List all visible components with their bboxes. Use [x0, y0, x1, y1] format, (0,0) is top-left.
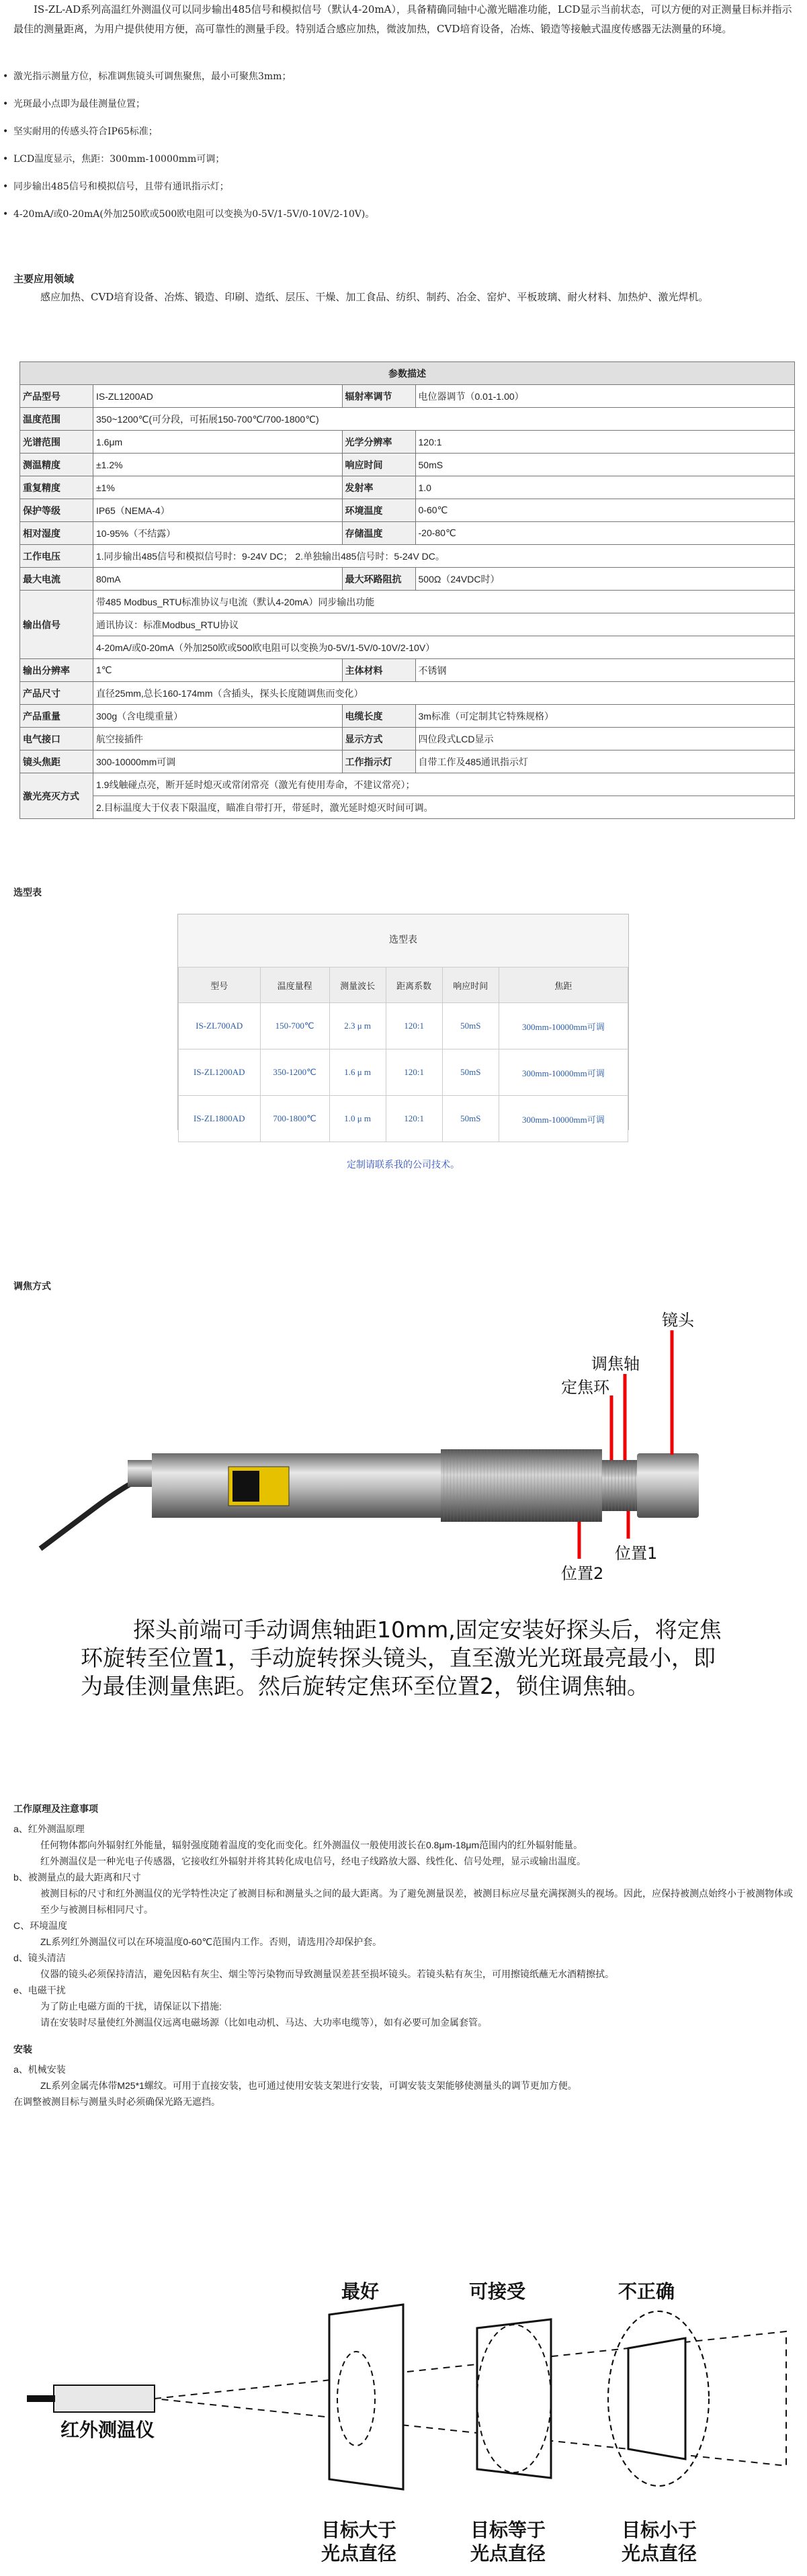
target-large — [329, 2305, 403, 2489]
selection-header: 温度量程 — [260, 968, 329, 1003]
spec-value: 120:1 — [415, 431, 795, 454]
spot-size-diagram — [13, 2264, 793, 2573]
incorrect-label: 不正确 — [618, 2280, 675, 2303]
selection-header: 响应时间 — [442, 968, 499, 1003]
spec-value: 1℃ — [93, 659, 343, 682]
note-heading: b、被测量点的最大距离和尺寸 — [13, 1872, 141, 1883]
spec-row — [20, 522, 795, 545]
spec-row — [20, 499, 795, 522]
spec-value: 300g（含电缆重量） — [93, 705, 343, 728]
install-title: 安装 — [13, 2044, 32, 2055]
spec-key: 存储温度 — [342, 522, 415, 545]
cable — [40, 1478, 141, 1549]
note-heading: e、电磁干扰 — [13, 1985, 66, 1995]
feature-item: • 同步输出485信号和模拟信号，且带有通讯指示灯； — [13, 179, 793, 207]
selection-cell: 1.0 μ m — [329, 1096, 386, 1142]
spec-value: 自带工作及485通讯指示灯 — [415, 750, 795, 773]
spec-row — [20, 750, 795, 773]
applications-text: 感应加热、CVD培育设备、冶炼、锻造、印刷、造纸、层压、干燥、加工食品、纺织、制药、冶金、窑炉、平板玻璃、耐火材料、加热炉、激光焊机。 — [40, 291, 709, 303]
spec-value: 2.目标温度大于仪表下限温度，瞄准自带打开，带延时，激光延时熄灭时间可调。 — [93, 796, 795, 819]
install-tail: 在调整被测目标与测量头时必须确保光路无遮挡。 — [13, 2096, 220, 2107]
spec-value: 300-10000mm可调 — [93, 750, 343, 773]
note-heading: a、红外测温原理 — [13, 1823, 85, 1834]
spec-row — [20, 705, 795, 728]
axis-label: 调焦轴 — [591, 1355, 640, 1373]
best-label: 最好 — [341, 2280, 380, 2303]
caption-bad-1: 目标小于 — [622, 2519, 697, 2541]
spec-key: 主体材料 — [342, 659, 415, 682]
note-line: 请在安装时尽量使红外测温仪远离电磁场源（比如电动机、马达、大功率电缆等），如有必要可加金属套管。 — [40, 2017, 487, 2028]
spec-key: 保护等级 — [20, 499, 93, 522]
focus-section-title: 调焦方式 — [13, 1281, 51, 1291]
spec-key: 输出信号 — [20, 591, 93, 659]
spec-value: 四位段式LCD显示 — [415, 728, 795, 750]
selection-caption: 选型表 — [389, 935, 417, 945]
selection-cell: 300mm-10000mm可调 — [499, 1049, 628, 1096]
feature-item: • 坚实耐用的传感头符合IP65标准； — [13, 124, 793, 152]
notes-section — [13, 1801, 793, 2110]
note-line: 红外测温仪是一种光电子传感器，它接收红外辐射并将其转化成电信号，经电子线路放大器、线性化、信号处理，显示或输出温度。 — [40, 1856, 586, 1866]
spec-value: ±1% — [93, 476, 343, 499]
selection-cell: IS-ZL1200AD — [179, 1049, 261, 1096]
spec-key: 测温精度 — [20, 454, 93, 476]
selection-cell: 50mS — [442, 1049, 499, 1096]
spec-key: 相对湿度 — [20, 522, 93, 545]
caption-best-1: 目标大于 — [321, 2519, 397, 2541]
spec-value: 50mS — [415, 454, 795, 476]
spec-key: 辐射率调节 — [342, 385, 415, 408]
selection-cell: 120:1 — [386, 1096, 442, 1142]
spec-key: 显示方式 — [342, 728, 415, 750]
selection-cell: 1.6 μ m — [329, 1049, 386, 1096]
acceptable-label: 可接受 — [469, 2280, 526, 2303]
spec-key: 镜头焦距 — [20, 750, 93, 773]
applications-heading: 主要应用领域 — [13, 273, 75, 285]
selection-header: 距离系数 — [386, 968, 442, 1003]
probe-body — [152, 1453, 441, 1518]
spec-value: 1.同步输出485信号和模拟信号时：9-24V DC； 2.单独输出485信号时：5-24V DC。 — [93, 545, 795, 568]
spec-key: 输出分辨率 — [20, 659, 93, 682]
notes-title: 工作原理及注意事项 — [13, 1803, 98, 1814]
spec-key: 最大环路阻抗 — [342, 568, 415, 591]
lens — [637, 1453, 699, 1518]
spec-row — [20, 385, 795, 408]
selection-table-box — [177, 914, 629, 1170]
spec-value: 3m标准（可定制其它特殊规格） — [415, 705, 795, 728]
spec-key: 产品型号 — [20, 385, 93, 408]
spec-value: 1.9线触碰点亮，断开延时熄灭或常闭常亮（激光有使用寿命，不建议常亮）； — [93, 773, 795, 796]
note-heading: C、环境温度 — [13, 1920, 68, 1931]
caption-bad-2: 光点直径 — [622, 2542, 697, 2565]
selection-cell: 120:1 — [386, 1003, 442, 1049]
selection-row — [179, 1096, 628, 1142]
spec-row — [20, 682, 795, 705]
spec-table — [19, 361, 795, 819]
target-small — [628, 2338, 685, 2459]
selection-footer: 定制请联系我的公司技术。 — [347, 1160, 460, 1170]
spec-row — [20, 476, 795, 499]
spec-value: 80mA — [93, 568, 343, 591]
feature-item: • LCD温度显示，焦距：300mm-10000mm可调； — [13, 152, 793, 179]
spec-key: 电气接口 — [20, 728, 93, 750]
spec-value: 航空接插件 — [93, 728, 343, 750]
feature-item: • 光斑最小点即为最佳测量位置； — [13, 97, 793, 124]
connector — [128, 1460, 153, 1487]
spec-row — [20, 408, 795, 431]
selection-cell: 50mS — [442, 1096, 499, 1142]
spec-value: 电位器调节（0.01-1.00） — [415, 385, 795, 408]
lens-label: 镜头 — [662, 1311, 694, 1330]
spec-key: 激光亮灭方式 — [20, 773, 93, 819]
selection-header: 焦距 — [499, 968, 628, 1003]
feature-item: • 激光指示测量方位，标准调焦镜头可调焦聚焦，最小可聚焦3mm； — [13, 69, 793, 97]
selection-cell: 2.3 μ m — [329, 1003, 386, 1049]
spec-row — [20, 454, 795, 476]
target-equal — [477, 2319, 551, 2478]
spec-row — [20, 728, 795, 750]
note-line: 任何物体都向外辐射红外能量，辐射强度随着温度的变化而变化。红外测温仪一般使用波长在0.8μm-18μm范围内的红外辐射能量。 — [40, 1840, 583, 1850]
spec-value: 4-20mA/或0-20mA（外加250欧或500欧电阻可以变换为0-5V/1-5V/0-10V/2-10V） — [93, 636, 795, 659]
spec-row — [20, 659, 795, 682]
spec-key: 环境温度 — [342, 499, 415, 522]
note-heading: a、机械安装 — [13, 2064, 66, 2075]
selection-cell: IS-ZL1800AD — [179, 1096, 261, 1142]
note-line: 为了防止电磁方面的干扰，请保证以下措施: — [40, 2001, 222, 2012]
spec-value: 带485 Modbus_RTU标准协议与电流（默认4-20mA）同步输出功能 — [93, 591, 795, 613]
selection-table — [178, 967, 628, 1142]
selection-cell: IS-ZL700AD — [179, 1003, 261, 1049]
selection-cell: 150-700℃ — [260, 1003, 329, 1049]
intro-paragraph: IS-ZL-AD系列高温红外测温仪可以同步输出485信号和模拟信号（默认4-20mA），具备精确同轴中心激光瞄准功能，LCD显示当前状态，可以方便的对正测量目标并指示最佳的测量距离，为用户提供使用方便，高可靠性的测量手段。特别适合感应加热，微波加热，CVD培育设备，冶炼、锻造等接触式温度传感器无法测量的环境。 — [13, 3, 792, 35]
selection-cell: 120:1 — [386, 1049, 442, 1096]
spec-row — [20, 545, 795, 568]
spec-table-title: 参数描述 — [20, 362, 795, 385]
spec-value: 不锈钢 — [415, 659, 795, 682]
selection-row — [179, 1049, 628, 1096]
note-heading: d、镜头清洁 — [13, 1952, 66, 1963]
pos1-label: 位置1 — [615, 1544, 658, 1563]
caption-ok-1: 目标等于 — [470, 2519, 546, 2541]
spec-value: 500Ω（24VDC时） — [415, 568, 795, 591]
spec-value: -20-80℃ — [415, 522, 795, 545]
selection-section-title: 选型表 — [13, 887, 42, 898]
focus-description: 探头前端可手动调焦轴距10mm,固定安装好探头后，将定焦环旋转至位置1，手动旋转探头镜头，直至激光光斑最亮最小，即为最佳测量焦距。然后旋转定焦环至位置2，锁住调焦轴。 — [81, 1617, 722, 1699]
spec-key: 发射率 — [342, 476, 415, 499]
spec-row — [20, 568, 795, 591]
thread-ribs — [441, 1449, 602, 1522]
spec-row — [20, 431, 795, 454]
spec-key: 重复精度 — [20, 476, 93, 499]
spec-key: 工作电压 — [20, 545, 93, 568]
spec-value: 1.0 — [415, 476, 795, 499]
selection-header: 型号 — [179, 968, 261, 1003]
spec-value: IS-ZL1200AD — [93, 385, 343, 408]
probe-diagram — [27, 1307, 753, 1596]
spec-value: 10-95%（不结露） — [93, 522, 343, 545]
spec-value: IP65（NEMA-4） — [93, 499, 343, 522]
selection-cell: 300mm-10000mm可调 — [499, 1096, 628, 1142]
device-body — [54, 2385, 155, 2412]
ring-label: 定焦环 — [561, 1378, 609, 1397]
spec-key: 电缆长度 — [342, 705, 415, 728]
spec-value: ±1.2% — [93, 454, 343, 476]
spec-key: 温度范围 — [20, 408, 93, 431]
selection-cell: 350-1200℃ — [260, 1049, 329, 1096]
pos2-label: 位置2 — [561, 1564, 604, 1583]
device-cable — [27, 2395, 55, 2402]
note-line: 仪器的镜头必须保持清洁，避免因粘有灰尘、烟尘等污染物而导致测量误差甚至损坏镜头。若镜头粘有灰尘，可用擦镜纸蘸无水酒精擦拭。 — [40, 1969, 614, 1979]
spec-value: 0-60℃ — [415, 499, 795, 522]
spec-key: 最大电流 — [20, 568, 93, 591]
label-mark — [232, 1471, 259, 1502]
spec-value: 1.6μm — [93, 431, 343, 454]
spec-value: 350~1200℃(可分段，可拓展150-700℃/700-1800℃) — [93, 408, 795, 431]
spec-key: 光学分辨率 — [342, 431, 415, 454]
spec-key: 产品重量 — [20, 705, 93, 728]
spec-key: 响应时间 — [342, 454, 415, 476]
feature-item: • 4-20mA/或0-20mA(外加250欧或500欧电阻可以变换为0-5V/1-5V/0-10V/2-10V)。 — [13, 207, 793, 234]
note-line: ZL系列金属壳体带M25*1螺纹。可用于直接安装，也可通过使用安装支架进行安装，可调安装支架能够使测量头的调节更加方便。 — [40, 2080, 577, 2091]
note-line: ZL系列红外测温仪可以在环境温度0-60℃范围内工作。否则，请选用冷却保护套。 — [40, 1936, 382, 1947]
selection-cell: 700-1800℃ — [260, 1096, 329, 1142]
feature-list — [0, 69, 793, 234]
caption-best-2: 光点直径 — [321, 2542, 397, 2565]
selection-cell: 300mm-10000mm可调 — [499, 1003, 628, 1049]
spec-key: 产品尺寸 — [20, 682, 93, 705]
selection-cell: 50mS — [442, 1003, 499, 1049]
spec-value: 直径25mm,总长160-174mm（含插头，探头长度随调焦而变化） — [93, 682, 795, 705]
note-line: 被测目标的尺寸和红外测温仪的光学特性决定了被测目标和测量头之间的最大距离。为了避免测量误差，被测目标应尽量充满探测头的视场。因此，应保持被测点始终小于被测物体或至少与被测目标相同尺寸。 — [40, 1888, 793, 1915]
selection-row — [179, 1003, 628, 1049]
focus-ring-ribs — [602, 1460, 638, 1511]
spec-key: 光谱范围 — [20, 431, 93, 454]
selection-header: 测量波长 — [329, 968, 386, 1003]
spec-value: 通讯协议：标准Modbus_RTU协议 — [93, 613, 795, 636]
caption-ok-2: 光点直径 — [470, 2542, 546, 2565]
device-label: 红外测温仪 — [60, 2419, 155, 2441]
spec-key: 工作指示灯 — [342, 750, 415, 773]
view-cone — [155, 2331, 786, 2466]
